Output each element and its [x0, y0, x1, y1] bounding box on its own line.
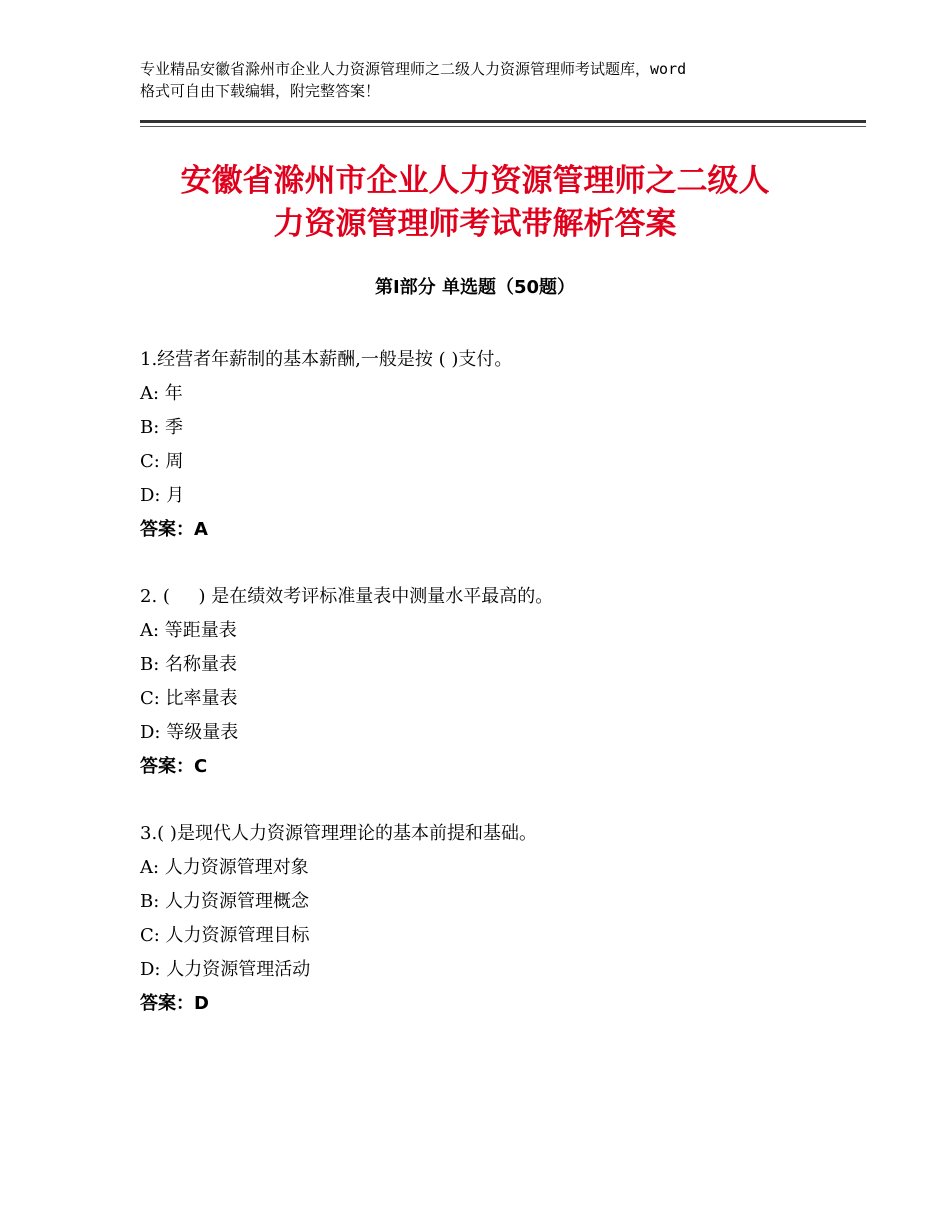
answer-label: 答案：A	[140, 519, 208, 540]
option-d: D: 人力资源管理活动	[140, 959, 311, 980]
question-1	[140, 343, 860, 547]
document-title	[100, 160, 850, 246]
document-title-line-1: 安徽省滁州市企业人力资源管理师之二级人	[180, 163, 770, 199]
option-c: C: 周	[140, 451, 184, 472]
document-title-line-2: 力资源管理师考试带解析答案	[273, 206, 677, 242]
header-divider-thin	[140, 126, 866, 127]
option-c: C: 比率量表	[140, 688, 238, 709]
question-3	[140, 817, 860, 1021]
header-note	[140, 58, 830, 102]
header-note-line-1: 专业精品安徽省滁州市企业人力资源管理师之二级人力资源管理师考试题库，word	[140, 60, 687, 78]
option-a: A: 年	[140, 383, 183, 404]
answer-label: 答案：D	[140, 993, 209, 1014]
header-divider-thick	[140, 120, 866, 123]
answer-label: 答案：C	[140, 756, 208, 777]
section-heading: 第Ⅰ部分 单选题（50题）	[374, 277, 575, 298]
option-b: B: 季	[140, 417, 184, 438]
option-b: B: 名称量表	[140, 654, 238, 675]
option-b: B: 人力资源管理概念	[140, 891, 310, 912]
option-d: D: 月	[140, 485, 185, 506]
question-stem: 3.( )是现代人力资源管理理论的基本前提和基础。	[140, 823, 537, 844]
question-stem: 1.经营者年薪制的基本薪酬,一般是按 ( )支付。	[140, 349, 513, 370]
header-note-line-2: 格式可自由下载编辑，附完整答案！	[140, 82, 381, 100]
question-list	[140, 343, 860, 1054]
option-a: A: 人力资源管理对象	[140, 857, 309, 878]
question-2	[140, 580, 860, 784]
option-c: C: 人力资源管理目标	[140, 925, 310, 946]
option-d: D: 等级量表	[140, 722, 239, 743]
question-stem: 2. ( ) 是在绩效考评标准量表中测量水平最高的。	[140, 586, 554, 607]
option-a: A: 等距量表	[140, 620, 237, 641]
